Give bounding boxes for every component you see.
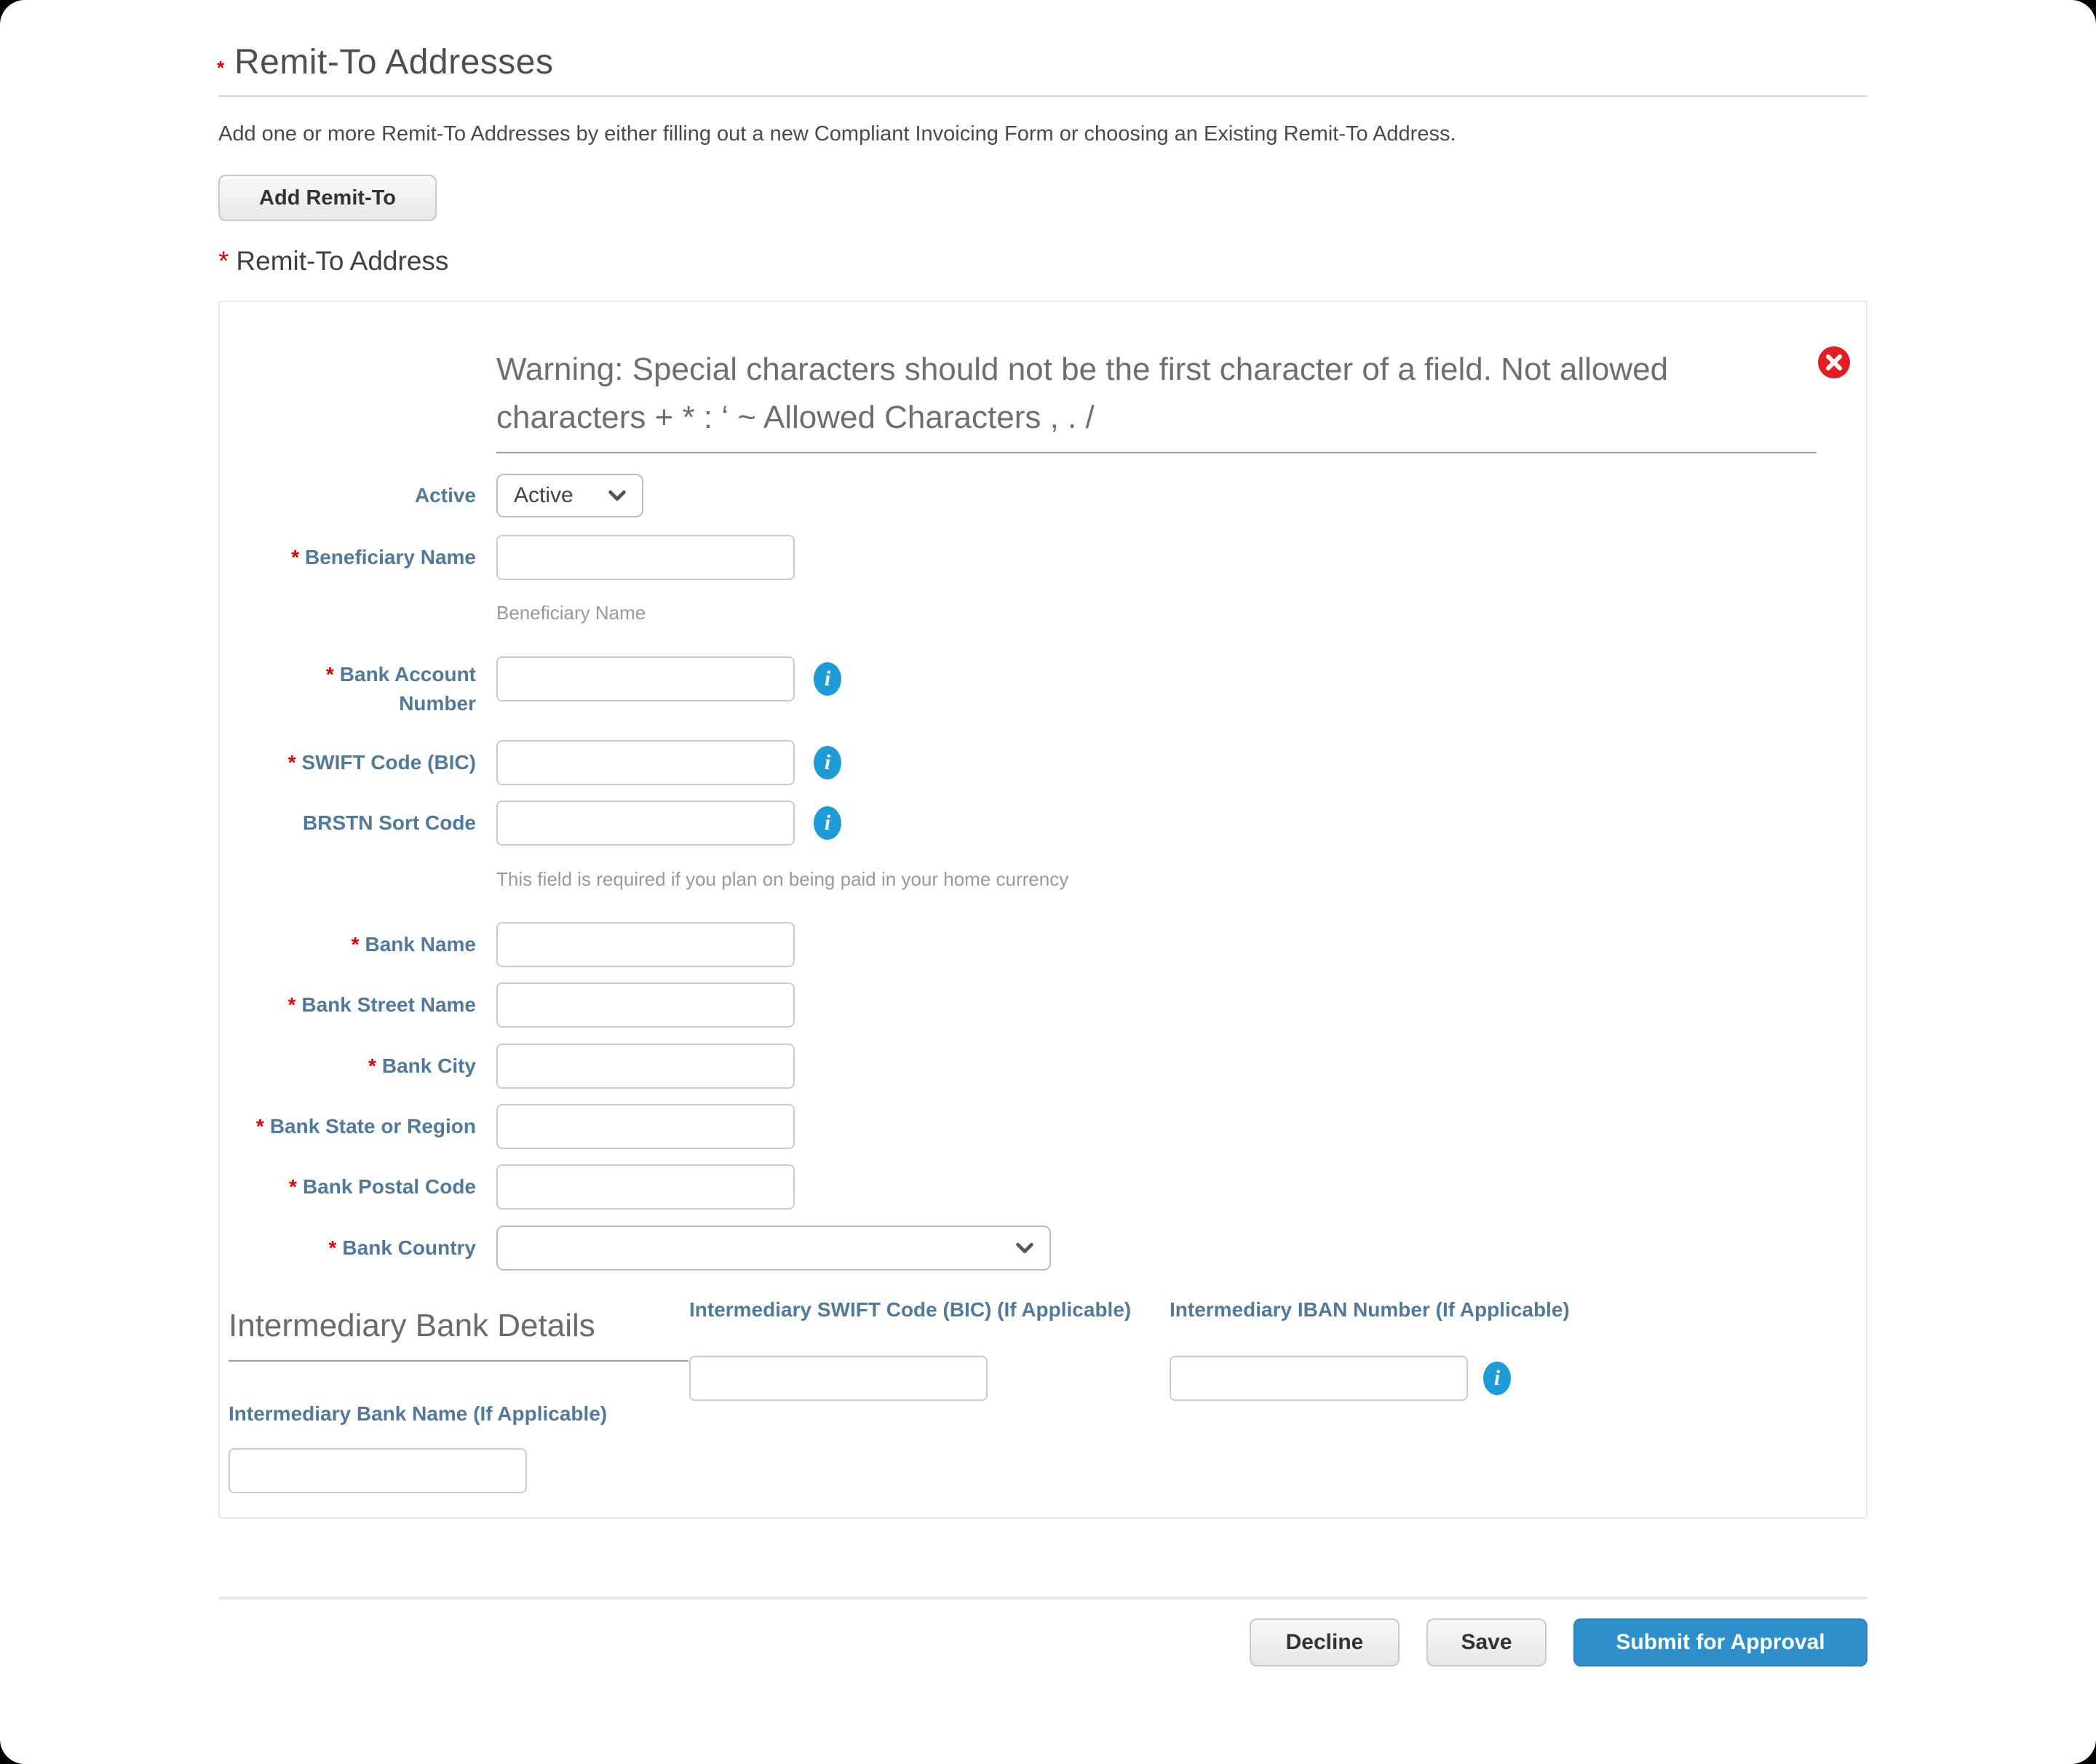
required-asterisk: * xyxy=(289,1175,297,1198)
info-glyph: i xyxy=(824,811,831,835)
intermediary-bank-details-heading: Intermediary Bank Details xyxy=(229,1308,688,1362)
info-glyph: i xyxy=(824,750,831,774)
info-icon[interactable] xyxy=(1483,1362,1511,1395)
bank-city-label xyxy=(220,1052,476,1081)
bank-street-name-input[interactable] xyxy=(496,982,795,1028)
close-x-glyph xyxy=(1825,353,1843,372)
brstn-helper: This field is required if you plan on being paid in your home currency xyxy=(496,868,1069,890)
required-asterisk: * xyxy=(255,1115,264,1137)
bank-name-input[interactable] xyxy=(496,922,795,967)
swift-code-input[interactable] xyxy=(496,740,795,785)
required-asterisk: * xyxy=(218,246,229,276)
bank-street-name-label xyxy=(220,990,476,1020)
beneficiary-name-input[interactable] xyxy=(496,535,795,580)
beneficiary-name-label xyxy=(220,543,476,572)
required-asterisk: * xyxy=(328,1236,337,1259)
beneficiary-name-helper: Beneficiary Name xyxy=(496,602,646,624)
warning-message: Warning: Special characters should not be the first character of a field. Not allowed characters + * : ‘ ~ Allowed Characters , . / xyxy=(496,346,1817,453)
label-text: SWIFT Code (BIC) xyxy=(301,751,476,774)
label-text: Active xyxy=(414,484,476,506)
label-text: Bank City xyxy=(381,1054,476,1077)
active-label xyxy=(220,481,476,510)
required-asterisk: * xyxy=(368,1054,376,1077)
bank-state-input[interactable] xyxy=(496,1104,795,1149)
bank-postal-code-label xyxy=(220,1172,476,1201)
section-heading-text: Remit-To Address xyxy=(236,246,449,276)
title-divider xyxy=(218,95,1867,97)
page-title: Remit-To Addresses xyxy=(234,43,554,82)
active-select[interactable] xyxy=(496,474,643,517)
required-asterisk: * xyxy=(217,57,225,79)
brstn-sort-code-input[interactable] xyxy=(496,800,795,846)
required-asterisk: * xyxy=(325,663,334,686)
info-icon[interactable] xyxy=(814,662,841,696)
close-icon[interactable] xyxy=(1818,346,1850,378)
intermediary-swift-input[interactable] xyxy=(689,1356,988,1401)
bank-state-label xyxy=(220,1112,476,1141)
label-text: Bank Name xyxy=(365,933,476,956)
chevron-down-icon xyxy=(606,484,629,507)
label-text: Bank Street Name xyxy=(301,993,476,1016)
required-asterisk: * xyxy=(291,546,299,568)
swift-code-label xyxy=(220,748,476,777)
save-button[interactable]: Save xyxy=(1426,1618,1547,1666)
bank-city-input[interactable] xyxy=(496,1044,795,1089)
required-asterisk: * xyxy=(351,933,360,956)
intermediary-iban-input[interactable] xyxy=(1170,1356,1468,1401)
remit-to-address-panel xyxy=(218,301,1867,1519)
remit-to-address-heading xyxy=(218,246,448,277)
label-text: BRSTN Sort Code xyxy=(303,811,476,834)
label-text: Beneficiary Name xyxy=(304,546,476,568)
bank-country-select[interactable] xyxy=(496,1225,1051,1271)
info-icon[interactable] xyxy=(814,806,841,840)
label-text: Bank Postal Code xyxy=(302,1175,476,1198)
bank-account-number-label xyxy=(258,660,476,718)
brstn-sort-code-label xyxy=(220,808,476,838)
submit-for-approval-button[interactable]: Submit for Approval xyxy=(1573,1618,1867,1666)
intermediary-bank-name-label: Intermediary Bank Name (If Applicable) xyxy=(229,1402,608,1425)
label-text: Bank State or Region xyxy=(269,1115,476,1137)
required-asterisk: * xyxy=(287,993,296,1016)
decline-button[interactable]: Decline xyxy=(1250,1618,1400,1666)
info-glyph: i xyxy=(824,667,831,691)
active-select-value: Active xyxy=(514,483,573,507)
footer-divider xyxy=(218,1597,1867,1600)
bank-postal-code-input[interactable] xyxy=(496,1164,795,1209)
chevron-down-icon xyxy=(1013,1236,1036,1260)
intermediary-swift-label: Intermediary SWIFT Code (BIC) (If Applicable) xyxy=(689,1298,1132,1321)
bank-account-number-input[interactable] xyxy=(496,656,795,702)
label-text: Bank Account Number xyxy=(339,663,476,715)
info-icon[interactable] xyxy=(814,746,841,779)
info-glyph: i xyxy=(1493,1366,1501,1390)
bank-country-label xyxy=(220,1233,476,1263)
bank-name-label xyxy=(220,930,476,959)
intermediary-iban-label: Intermediary IBAN Number (If Applicable) xyxy=(1170,1298,1570,1321)
add-remit-to-button[interactable]: Add Remit-To xyxy=(218,175,437,221)
required-asterisk: * xyxy=(287,751,296,774)
intermediary-bank-name-input[interactable] xyxy=(229,1448,527,1493)
page-description: Add one or more Remit-To Addresses by either filling out a new Compliant Invoicing Form or choosing an Existing Remit-To Address. xyxy=(218,122,1456,146)
label-text: Bank Country xyxy=(342,1236,476,1259)
